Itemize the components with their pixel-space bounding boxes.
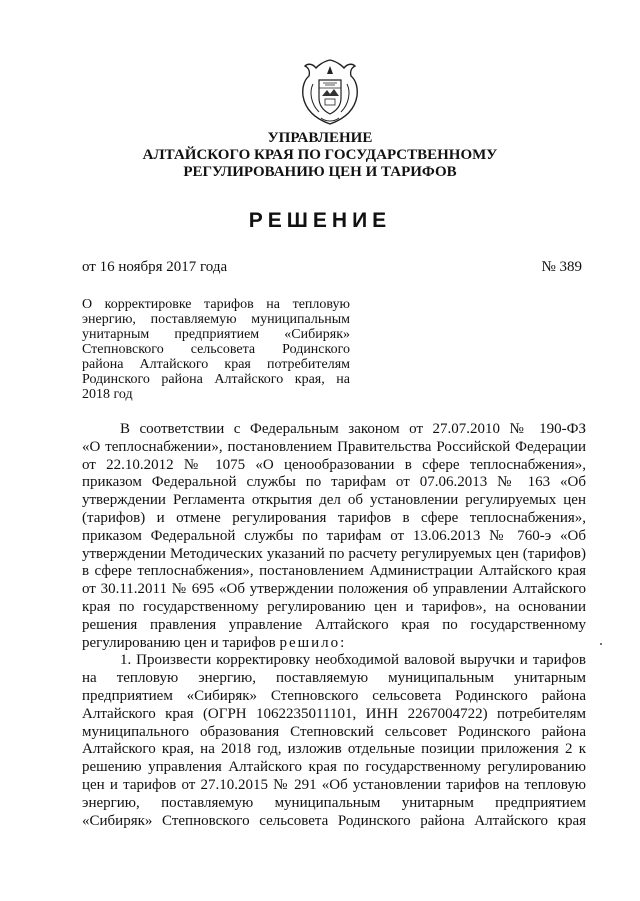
body-line: утверждении Методических указаний по расчету регулируемых цен (тарифов) <box>82 545 586 562</box>
document-date: от 16 ноября 2017 года <box>82 259 228 275</box>
body-line: «О теплоснабжении», постановлением Правительства Российской Федерации <box>82 438 586 455</box>
subject-line: энергию, поставляемую муниципальным <box>82 312 350 327</box>
body-line: 1. Произвести корректировку необходимой валовой выручки и тарифов <box>120 652 586 669</box>
resolved-word: решило: <box>279 634 347 651</box>
body-line: утверждении Регламента открытия дел об установлении регулируемых цен <box>82 492 586 509</box>
body-line: Алтайского края (ОГРН 1062235011101, ИНН 2267004722) потребителям <box>82 705 586 722</box>
document-type-title: РЕШЕНИЕ <box>248 209 392 232</box>
subject-line: 2018 год <box>82 387 133 402</box>
body-line: предприятием «Сибиряк» Степновского сельсовета Родинского района <box>82 687 586 704</box>
subject-line: района Алтайского края потребителям <box>82 357 350 372</box>
body-line: решения правления управление Алтайского края по государственному <box>82 616 586 633</box>
body-line-with-resolution <box>82 635 586 653</box>
org-name-line-2: АЛТАЙСКОГО КРАЯ ПО ГОСУДАРСТВЕННОМУ <box>142 147 498 163</box>
body-line: приказом Федеральной службы по тарифам от 07.06.2013 № 163 «Об <box>82 474 586 491</box>
body-line-text: регулированию цен и тарифов <box>82 634 276 651</box>
subject-line: унитарным предприятием «Сибиряк» <box>82 327 350 342</box>
body-line: на тепловую энергию, поставляемую муниципальным унитарным <box>82 670 586 687</box>
body-line: в сфере теплоснабжения», постановлением Администрации Алтайского края <box>82 563 586 580</box>
body-line: от 22.10.2012 № 1075 «О ценообразовании в сфере теплоснабжения», <box>82 456 586 473</box>
org-name-line-3: РЕГУЛИРОВАНИЮ ЦЕН И ТАРИФОВ <box>183 164 457 180</box>
subject-line: Родинского района Алтайского края, на <box>82 372 350 387</box>
subject-line: О корректировке тарифов на тепловую <box>82 297 350 312</box>
document-body <box>82 421 586 830</box>
org-name-line-1: УПРАВЛЕНИЕ <box>267 130 373 146</box>
altai-krai-coat-of-arms-icon <box>299 58 361 128</box>
body-line: В соответствии с Федеральным законом от 27.07.2010 № 190-ФЗ <box>120 421 586 437</box>
body-line: от 30.11.2011 № 695 «Об утверждении положения об управлении Алтайского <box>82 581 586 598</box>
scan-speck <box>600 643 602 645</box>
body-line: решению управления Алтайского края по государственному регулированию <box>82 759 586 776</box>
body-line: края по государственному регулированию цен и тарифов», на основании <box>82 598 586 615</box>
body-line: муниципального образования Степновский сельсовет Родинского района <box>82 723 586 740</box>
body-line: цен и тарифов от 27.10.2015 № 291 «Об установлении тарифов на тепловую <box>82 776 586 793</box>
body-line: «Сибиряк» Степновского сельсовета Родинского района Алтайского края <box>82 812 586 829</box>
subject-line: Степновского сельсовета Родинского <box>82 342 350 357</box>
body-line: приказом Федеральной службы по тарифам от 13.06.2013 № 760-э «Об <box>82 527 586 544</box>
document-subject <box>82 297 350 402</box>
body-line: Алтайского края, на 2018 год, изложив отдельные позиции приложения 2 к <box>82 741 586 758</box>
body-line: энергию, поставляемую муниципальным унитарным предприятием <box>82 794 586 811</box>
body-line: (тарифов) и отмене регулирования тарифов в сфере теплоснабжения», <box>82 509 586 526</box>
document-number: № 389 <box>541 259 582 275</box>
